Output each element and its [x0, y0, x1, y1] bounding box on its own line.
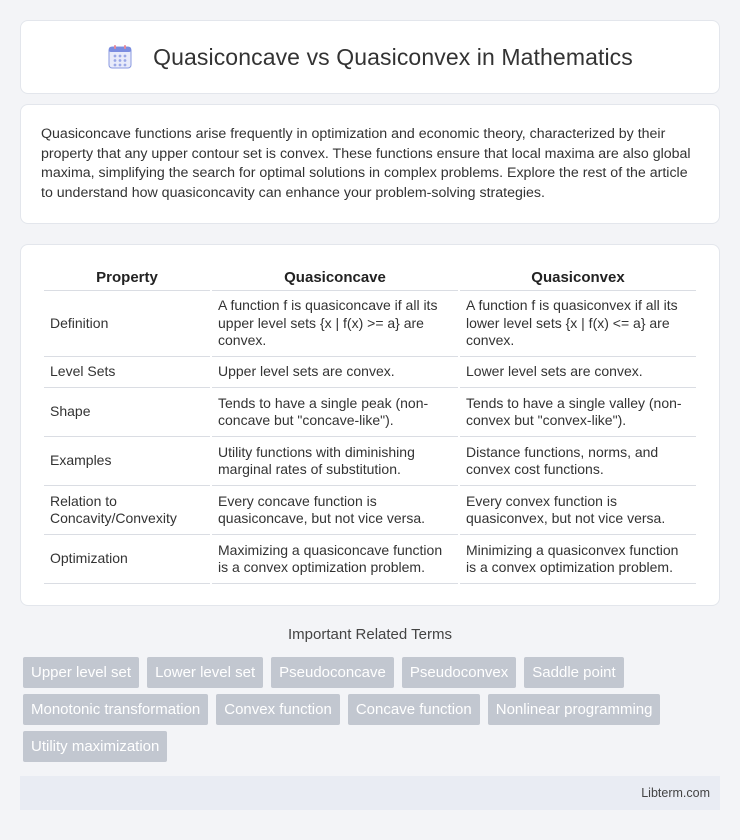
footer [20, 776, 720, 810]
footer-site-link[interactable]: Libterm.com [641, 786, 710, 800]
related-term-tag[interactable]: Nonlinear programming [488, 694, 661, 725]
table-row [44, 486, 696, 535]
table-cell: Optimization [44, 535, 210, 584]
table-row [44, 388, 696, 437]
header-card [20, 20, 720, 94]
table-cell: Tends to have a single peak (non-concave but "concave-like"). [212, 388, 458, 437]
table-cell: Utility functions with diminishing marginal rates of substitution. [212, 437, 458, 486]
related-term-tag[interactable]: Concave function [348, 694, 480, 725]
table-cell: Tends to have a single valley (non-convex but "convex-like"). [460, 388, 696, 437]
comparison-table [42, 265, 698, 584]
table-cell: Minimizing a quasiconvex function is a convex optimization problem. [460, 535, 696, 584]
table-row [44, 291, 696, 357]
intro-paragraph: Quasiconcave functions arise frequently in optimization and economic theory, characterized by their property that any upper contour set is convex. These functions ensure that local maxima are also global maxima, simplifying the search for optimal solutions in complex problems. Explore the rest of the article to understand how quasiconcavity can enhance your problem-solving strategies. [41, 126, 691, 201]
table-row [44, 437, 696, 486]
column-header: Property [44, 265, 210, 291]
calendar-grid-icon [107, 44, 133, 70]
related-term-tag[interactable]: Pseudoconcave [271, 657, 394, 688]
table-cell: Lower level sets are convex. [460, 357, 696, 388]
related-term-tag[interactable]: Saddle point [524, 657, 623, 688]
table-cell: A function f is quasiconcave if all its upper level sets {x | f(x) >= a} are convex. [212, 291, 458, 357]
related-term-tag[interactable]: Lower level set [147, 657, 263, 688]
related-term-tag[interactable]: Utility maximization [23, 731, 167, 762]
related-term-tag[interactable]: Pseudoconvex [402, 657, 516, 688]
table-row [44, 357, 696, 388]
related-terms-list [22, 657, 722, 768]
table-cell: Every convex function is quasiconvex, but not vice versa. [460, 486, 696, 535]
related-term-tag[interactable]: Upper level set [23, 657, 139, 688]
table-cell: Definition [44, 291, 210, 357]
table-cell: Level Sets [44, 357, 210, 388]
table-cell: Upper level sets are convex. [212, 357, 458, 388]
related-terms-title: Important Related Terms [288, 626, 452, 643]
comparison-table-card [20, 244, 720, 606]
intro-card [20, 104, 720, 224]
table-cell: Relation to Concavity/Convexity [44, 486, 210, 535]
column-header: Quasiconvex [460, 265, 696, 291]
page-title: Quasiconcave vs Quasiconvex in Mathematics [153, 43, 633, 70]
related-term-tag[interactable]: Monotonic transformation [23, 694, 208, 725]
table-header-row [44, 265, 696, 291]
column-header: Quasiconcave [212, 265, 458, 291]
table-cell: A function f is quasiconvex if all its lower level sets {x | f(x) <= a} are convex. [460, 291, 696, 357]
table-cell: Examples [44, 437, 210, 486]
table-cell: Every concave function is quasiconcave, but not vice versa. [212, 486, 458, 535]
related-term-tag[interactable]: Convex function [216, 694, 340, 725]
table-cell: Distance functions, norms, and convex cost functions. [460, 437, 696, 486]
table-cell: Shape [44, 388, 210, 437]
table-row [44, 535, 696, 584]
table-cell: Maximizing a quasiconcave function is a convex optimization problem. [212, 535, 458, 584]
